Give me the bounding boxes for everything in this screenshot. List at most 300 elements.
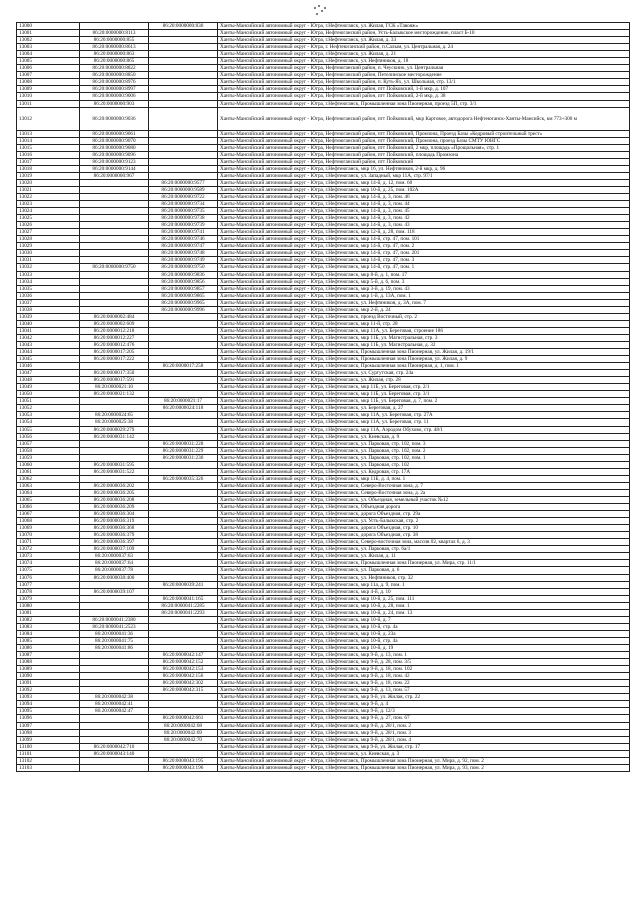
premises-cadastral-number-cell: 86:20:0000000:9746	[149, 236, 218, 243]
table-row	[17, 715, 630, 722]
cadastral-number-cell	[80, 440, 149, 447]
table-row	[17, 349, 630, 356]
premises-cadastral-number-cell: 86:20:0000000:9750	[149, 264, 218, 271]
table-row	[17, 208, 630, 215]
premises-cadastral-number-cell	[149, 743, 218, 750]
cadastral-number-cell: 86:20:0000017:222	[80, 356, 149, 363]
table-row	[17, 757, 630, 764]
cadastral-number-cell	[80, 271, 149, 278]
row-number-cell: 13034	[17, 278, 80, 285]
row-number-cell: 13044	[17, 349, 80, 356]
table-row	[17, 602, 630, 609]
table-row	[17, 72, 630, 79]
premises-cadastral-number-cell	[149, 320, 218, 327]
cadastral-number-cell	[80, 595, 149, 602]
cadastral-number-cell	[80, 447, 149, 454]
address-cell: Ханты-Мансийский автономный округ - Югра, Нефтеюганский район, Петелинское месторождение	[218, 72, 630, 79]
premises-cadastral-number-cell: 86:20:0000000:9857	[149, 285, 218, 292]
row-number-cell: 13102	[17, 757, 80, 764]
row-number-cell: 13076	[17, 574, 80, 581]
row-number-cell: 13042	[17, 334, 80, 341]
row-number-cell: 13051	[17, 398, 80, 405]
cadastral-number-cell: 86:20:0000038:400	[80, 574, 149, 581]
cadastral-number-cell	[80, 454, 149, 461]
cadastral-number-cell	[80, 475, 149, 482]
row-number-cell: 13096	[17, 715, 80, 722]
premises-cadastral-number-cell: 86:20:0000000:9748	[149, 250, 218, 257]
cadastral-number-cell: 86:20:0000036:202	[80, 482, 149, 489]
row-number-cell: 13029	[17, 243, 80, 250]
address-cell: Ханты-Мансийский автономный округ - Югра, г.Нефтеюганск, мкр 9-й, д. 27, пом. 67	[218, 715, 630, 722]
row-number-cell: 13085	[17, 637, 80, 644]
cadastral-number-cell: 86:20:0000036:379	[80, 532, 149, 539]
address-cell: Ханты-Мансийский автономный округ - Югра, г. Нефтеюганский район, п.Салым, ул. Центральная, д. 24	[218, 44, 630, 51]
table-row	[17, 341, 630, 348]
cadastral-number-cell: 86:20:0000039:107	[80, 588, 149, 595]
cadastral-number-cell: 86:20:0000000:9096	[80, 151, 149, 158]
premises-cadastral-number-cell: 86:20:0000000:9734	[149, 201, 218, 208]
cadastral-number-cell: 86:20:0000041:2380	[80, 616, 149, 623]
address-cell: Ханты-Мансийский автономный округ - Югра, г.Нефтеюганск, мкр 16, ул. Нефтяников, 2-й мкр, д. 96	[218, 165, 630, 172]
table-row	[17, 250, 630, 257]
table-row	[17, 130, 630, 137]
table-row	[17, 743, 630, 750]
address-cell: Ханты-Мансийский автономный округ - Югра, г.Нефтеюганск, мкр 11Б, ул. Береговая, стр. 3/1	[218, 391, 630, 398]
table-row	[17, 144, 630, 151]
table-row	[17, 271, 630, 278]
premises-cadastral-number-cell	[149, 426, 218, 433]
address-cell: Ханты-Мансийский автономный округ - Югра, г.Нефтеюганск, мкр 10-й, д. 23а	[218, 630, 630, 637]
row-number-cell: 13065	[17, 497, 80, 504]
cadastral-number-cell: 86:20:0000036:209	[80, 504, 149, 511]
row-number-cell: 13103	[17, 764, 80, 771]
cadastral-number-cell: 86:20:0000017:205	[80, 349, 149, 356]
address-cell: Ханты-Мансийский автономный округ - Югра, Нефтеюганский район, пгт Пойковский, 1-й мкр, д. 107	[218, 86, 630, 93]
cadastral-number-cell: 86:20:0000037:63	[80, 553, 149, 560]
row-number-cell: 13025	[17, 215, 80, 222]
cadastral-number-cell	[80, 208, 149, 215]
register-table	[16, 22, 630, 772]
row-number-cell: 13020	[17, 179, 80, 186]
premises-cadastral-number-cell: 86:20:0000042:661	[149, 715, 218, 722]
table-row	[17, 264, 630, 271]
cadastral-number-cell	[80, 222, 149, 229]
premises-cadastral-number-cell	[149, 644, 218, 651]
address-cell: Ханты-Мансийский автономный округ - Югра, г.Нефтеюганск, ул. Жилая, ГСК «Тавояж»	[218, 23, 630, 30]
address-cell: Ханты-Мансийский автономный округ - Югра, г.Нефтеюганск, Промышленная зона Пионерная, ул. Мира, д. 93, пом. 2	[218, 764, 630, 771]
premises-cadastral-number-cell	[149, 370, 218, 377]
row-number-cell: 13088	[17, 659, 80, 666]
premises-cadastral-number-cell	[149, 144, 218, 151]
cadastral-number-cell	[80, 729, 149, 736]
row-number-cell: 13047	[17, 370, 80, 377]
table-row	[17, 137, 630, 144]
address-cell: Ханты-Мансийский автономный округ - Югра, г.Нефтеюганск, мкр 9-й, д. 28, пом. 3/5	[218, 659, 630, 666]
premises-cadastral-number-cell	[149, 93, 218, 100]
address-cell: Ханты-Мансийский автономный округ - Югра, г.Нефтеюганск, Объездная дорога	[218, 504, 630, 511]
table-row	[17, 433, 630, 440]
address-cell: Ханты-Мансийский автономный округ - Югра, г.Нефтеюганск, ул. Западный, мкр 11А, стр. 97/1	[218, 172, 630, 179]
cadastral-number-cell: 86:20:0000036:368	[80, 525, 149, 532]
address-cell: Ханты-Мансийский автономный округ - Югра, г.Нефтеюганск, мкр 11а, д. 9, пом. 1	[218, 581, 630, 588]
table-row	[17, 215, 630, 222]
premises-cadastral-number-cell	[149, 58, 218, 65]
row-number-cell: 13027	[17, 229, 80, 236]
address-cell: Ханты-Мансийский автономный округ - Югра, г.Нефтеюганск, мкр 9-й, д. 4	[218, 701, 630, 708]
row-number-cell: 13016	[17, 151, 80, 158]
address-cell: Ханты-Мансийский автономный округ - Югра, г.Нефтеюганск, мкр 14-й, д. 12, пом. 60	[218, 179, 630, 186]
row-number-cell: 13005	[17, 58, 80, 65]
table-row	[17, 51, 630, 58]
premises-cadastral-number-cell	[149, 497, 218, 504]
premises-cadastral-number-cell	[149, 165, 218, 172]
row-number-cell: 13080	[17, 602, 80, 609]
cadastral-number-cell: 86:20:0000037:109	[80, 546, 149, 553]
row-number-cell: 13000	[17, 23, 80, 30]
row-number-cell: 13090	[17, 673, 80, 680]
address-cell: Ханты-Мансийский автономный округ - Югра, г.Нефтеюганск, мкр 2-й, д. 24	[218, 306, 630, 313]
premises-cadastral-number-cell	[149, 349, 218, 356]
table-row	[17, 363, 630, 370]
row-number-cell: 13009	[17, 86, 80, 93]
table-row	[17, 687, 630, 694]
cadastral-number-cell: 86:20:0000000:9006	[80, 93, 149, 100]
table-row	[17, 384, 630, 391]
cadastral-number-cell	[80, 609, 149, 616]
cadastral-number-cell: 86:20:0000031:142	[80, 433, 149, 440]
cadastral-number-cell: 86:20:0000037:78	[80, 567, 149, 574]
row-number-cell: 13055	[17, 426, 80, 433]
table-row	[17, 398, 630, 405]
table-row	[17, 673, 630, 680]
cadastral-number-cell: 86:20:0000000:9070	[80, 137, 149, 144]
cadastral-number-cell: 86:20:0000012:218	[80, 327, 149, 334]
address-cell: Ханты-Мансийский автономный округ - Югра, г.Нефтеюганск, мкр 14-й, д. 3, пом. 46	[218, 193, 630, 200]
table-row	[17, 292, 630, 299]
address-cell: Ханты-Мансийский автономный округ - Югра, г.Нефтеюганск, ул. Парковая, стр. 102, пом. 2	[218, 447, 630, 454]
cadastral-number-cell: 86:20:0000002:484	[80, 313, 149, 320]
table-row	[17, 616, 630, 623]
row-number-cell: 13064	[17, 489, 80, 496]
row-number-cell: 13074	[17, 560, 80, 567]
row-number-cell: 13033	[17, 271, 80, 278]
address-cell: Ханты-Мансийский автономный округ - Югра, г.Нефтеюганск, ул. Жилая, д. 11	[218, 553, 630, 560]
address-cell: Ханты-Мансийский автономный округ - Югра, г.Нефтеюганск, ул. Жилая, стр. 28	[218, 377, 630, 384]
premises-cadastral-number-cell	[149, 391, 218, 398]
cadastral-number-cell: 86:20:0000012:476	[80, 341, 149, 348]
cadastral-number-cell: 86:20:0000042:710	[80, 743, 149, 750]
row-number-cell: 13040	[17, 320, 80, 327]
table-row	[17, 107, 630, 130]
table-row	[17, 79, 630, 86]
premises-cadastral-number-cell: 86:20:0000021:17	[149, 398, 218, 405]
table-row	[17, 257, 630, 264]
premises-cadastral-number-cell: 86:20:0000042:302	[149, 680, 218, 687]
row-number-cell: 13030	[17, 250, 80, 257]
cadastral-number-cell: 86:20:0000000:8997	[80, 86, 149, 93]
cadastral-number-cell	[80, 722, 149, 729]
address-cell: Ханты-Мансийский автономный округ - Югра, г.Нефтеюганск, мкр 14-й, стр. 47, пом. 2	[218, 243, 630, 250]
cadastral-number-cell: 86:20:0000002:609	[80, 320, 149, 327]
row-number-cell: 13069	[17, 525, 80, 532]
row-number-cell: 13098	[17, 729, 80, 736]
table-row	[17, 680, 630, 687]
table-row	[17, 560, 630, 567]
table-row	[17, 750, 630, 757]
table-row	[17, 581, 630, 588]
table-row	[17, 158, 630, 165]
row-number-cell: 13038	[17, 306, 80, 313]
premises-cadastral-number-cell: 86:20:0000031:228	[149, 440, 218, 447]
premises-cadastral-number-cell	[149, 334, 218, 341]
address-cell: Ханты-Мансийский автономный округ - Югра, г.Нефтеюганск, дорога Объездная, стр. 10	[218, 525, 630, 532]
row-number-cell: 13022	[17, 193, 80, 200]
table-row	[17, 391, 630, 398]
premises-cadastral-number-cell	[149, 623, 218, 630]
table-row	[17, 736, 630, 743]
address-cell: Ханты-Мансийский автономный округ - Югра, Нефтеюганский район, пгт Пойковский, Промзона, проезд Базы СМТУ ЮНГС	[218, 137, 630, 144]
address-cell: Ханты-Мансийский автономный округ - Югра, г.Нефтеюганск, мкр 5-й, д. 6, пом. 3	[218, 278, 630, 285]
row-number-cell: 13083	[17, 623, 80, 630]
premises-cadastral-number-cell	[149, 525, 218, 532]
address-cell: Ханты-Мансийский автономный округ - Югра, г.Нефтеюганск, дорога Объездная, стр. 38	[218, 532, 630, 539]
table-row	[17, 609, 630, 616]
row-number-cell: 13046	[17, 363, 80, 370]
premises-cadastral-number-cell: 86:20:0000017:258	[149, 363, 218, 370]
row-number-cell: 13004	[17, 51, 80, 58]
cadastral-number-cell	[80, 278, 149, 285]
cadastral-number-cell	[80, 659, 149, 666]
premises-cadastral-number-cell: 86:20:0000035:326	[149, 475, 218, 482]
cadastral-number-cell	[80, 736, 149, 743]
row-number-cell: 13073	[17, 553, 80, 560]
premises-cadastral-number-cell: 86:20:0000000:9865	[149, 292, 218, 299]
table-row	[17, 497, 630, 504]
premises-cadastral-number-cell: 86:20:0000000:9739	[149, 222, 218, 229]
address-cell: Ханты-Мансийский автономный округ - Югра, г.Нефтеюганск, мкр 3-й, д. 19, пом. 43	[218, 285, 630, 292]
cadastral-number-cell: 86:20:0000024:65	[80, 412, 149, 419]
premises-cadastral-number-cell	[149, 701, 218, 708]
row-number-cell: 13039	[17, 313, 80, 320]
row-number-cell: 13068	[17, 518, 80, 525]
address-cell: Ханты-Мансийский автономный округ - Югра, г.Нефтеюганск, ул. Усть-Балыкская, стр. 2	[218, 518, 630, 525]
premises-cadastral-number-cell	[149, 637, 218, 644]
premises-cadastral-number-cell	[149, 567, 218, 574]
table-row	[17, 179, 630, 186]
address-cell: Ханты-Мансийский автономный округ - Югра, г.Нефтеюганск, мкр 11А, ул. Береговая, стр. 11	[218, 419, 630, 426]
table-row	[17, 475, 630, 482]
premises-cadastral-number-cell: 86:20:0000043:195	[149, 757, 218, 764]
cadastral-number-cell: 86:20:0000036:205	[80, 489, 149, 496]
address-cell: Ханты-Мансийский автономный округ - Югра, г.Нефтеюганск, мкр 10-й, стр. 4а	[218, 623, 630, 630]
table-row	[17, 201, 630, 208]
address-cell: Ханты-Мансийский автономный округ - Югра, г.Нефтеюганск, ул. Жилая, д. 21	[218, 51, 630, 58]
cadastral-number-cell	[80, 581, 149, 588]
row-number-cell: 13100	[17, 743, 80, 750]
address-cell: Ханты-Мансийский автономный округ - Югра, г.Нефтеюганск, мкр 14-й, д. 3, пом. 42	[218, 215, 630, 222]
premises-cadastral-number-cell	[149, 546, 218, 553]
address-cell: Ханты-Мансийский автономный округ - Югра, г.Нефтеюганск, мкр 14-й, стр. 47, пом. 101	[218, 236, 630, 243]
premises-cadastral-number-cell	[149, 532, 218, 539]
address-cell: Ханты-Мансийский автономный округ - Югра, Нефтеюганский район, п. Чеускино, ул. Центральная	[218, 65, 630, 72]
table-row	[17, 504, 630, 511]
premises-cadastral-number-cell	[149, 86, 218, 93]
table-row	[17, 447, 630, 454]
cadastral-number-cell: 86:20:0000037:64	[80, 560, 149, 567]
table-row	[17, 623, 630, 630]
premises-cadastral-number-cell: 86:20:0000042:315	[149, 687, 218, 694]
address-cell: Ханты-Мансийский автономный округ - Югра, г.Нефтеюганск, мкр 14-й, д. 3, пом. 43	[218, 222, 630, 229]
table-row	[17, 482, 630, 489]
table-row	[17, 370, 630, 377]
cadastral-number-cell: 86:20:0000043:140	[80, 750, 149, 757]
table-row	[17, 426, 630, 433]
table-row	[17, 334, 630, 341]
address-cell: Ханты-Мансийский автономный округ - Югра, г.Нефтеюганск, мкр 4-й, д. 10	[218, 588, 630, 595]
premises-cadastral-number-cell: 86:20:0000039:241	[149, 581, 218, 588]
cadastral-number-cell	[80, 250, 149, 257]
premises-cadastral-number-cell	[149, 694, 218, 701]
table-row	[17, 708, 630, 715]
address-cell: Ханты-Мансийский автономный округ - Югра, г.Нефтеюганск, ул. Жилая, д. 33	[218, 37, 630, 44]
cadastral-number-cell	[80, 23, 149, 30]
row-number-cell: 13010	[17, 93, 80, 100]
address-cell: Ханты-Мансийский автономный округ - Югра, г.Нефтеюганск, мкр 9-й, д. 28/1, пом. 3	[218, 729, 630, 736]
address-cell: Ханты-Мансийский автономный округ - Югра, Нефтеюганский район, пгт Пойковский	[218, 158, 630, 165]
address-cell: Ханты-Мансийский автономный округ - Югра, г.Нефтеюганск, мкр 9-й, д. 18, пом. 102	[218, 666, 630, 673]
row-number-cell: 13081	[17, 609, 80, 616]
address-cell: Ханты-Мансийский автономный округ - Югра, г.Нефтеюганск, ул. Сургутская, стр. 24а	[218, 370, 630, 377]
row-number-cell: 13099	[17, 736, 80, 743]
cadastral-number-cell: 86:20:0000021:10	[80, 384, 149, 391]
cadastral-number-cell	[80, 243, 149, 250]
table-row	[17, 172, 630, 179]
premises-cadastral-number-cell: 86:20:0000000:830	[149, 23, 218, 30]
row-number-cell: 13045	[17, 356, 80, 363]
table-row	[17, 553, 630, 560]
table-row	[17, 285, 630, 292]
table-row	[17, 23, 630, 30]
premises-cadastral-number-cell: 86:20:0000000:9741	[149, 229, 218, 236]
row-number-cell: 13018	[17, 165, 80, 172]
table-row	[17, 377, 630, 384]
address-cell: Ханты-Мансийский автономный округ - Югра, г.Нефтеюганск, мкр 12-й, д. 28, пом. 118	[218, 229, 630, 236]
cadastral-number-cell: 86:20:0000000:865	[80, 58, 149, 65]
row-number-cell: 13075	[17, 567, 80, 574]
table-row	[17, 532, 630, 539]
address-cell: Ханты-Мансийский автономный округ - Югра, г.Нефтеюганск, ул. Объездная, земельный участок №12	[218, 497, 630, 504]
cadastral-number-cell: 86:20:0000000:967	[80, 172, 149, 179]
address-cell: Ханты-Мансийский автономный округ - Югра, г.Нефтеюганск, Промышленная зона Пионерная, ул. Мира, д. 92, пом. 2	[218, 757, 630, 764]
address-cell: Ханты-Мансийский автономный округ - Югра, г.Нефтеюганск, ул. Парковая, д. 6	[218, 567, 630, 574]
address-cell: Ханты-Мансийский автономный округ - Югра, г.Нефтеюганск, Промышленная зона Пионерная, д. 1, пом. 1	[218, 363, 630, 370]
address-cell: Ханты-Мансийский автономный округ - Югра, г.Нефтеюганск, Северо-Восточная зона, д. 2а	[218, 489, 630, 496]
table-row	[17, 729, 630, 736]
cadastral-number-cell	[80, 687, 149, 694]
table-row	[17, 278, 630, 285]
row-number-cell: 13048	[17, 377, 80, 384]
premises-cadastral-number-cell	[149, 419, 218, 426]
cadastral-number-cell	[80, 757, 149, 764]
premises-cadastral-number-cell: 86:20:0000000:9747	[149, 243, 218, 250]
row-number-cell: 13054	[17, 419, 80, 426]
cadastral-number-cell	[80, 715, 149, 722]
cadastral-number-cell: 86:20:0000041:86	[80, 644, 149, 651]
address-cell: Ханты-Мансийский автономный округ - Югра, г.Нефтеюганск, мкр 11А, ул. Береговая, строение 186	[218, 327, 630, 334]
address-cell: Ханты-Мансийский автономный округ - Югра, г.Нефтеюганск, проезд Восточный, стр. 2	[218, 313, 630, 320]
row-number-cell: 13019	[17, 172, 80, 179]
premises-cadastral-number-cell	[149, 313, 218, 320]
row-number-cell: 13084	[17, 630, 80, 637]
row-number-cell: 13007	[17, 72, 80, 79]
row-number-cell: 13086	[17, 644, 80, 651]
premises-cadastral-number-cell	[149, 44, 218, 51]
premises-cadastral-number-cell	[149, 553, 218, 560]
row-number-cell: 13078	[17, 588, 80, 595]
table-row	[17, 546, 630, 553]
address-cell: Ханты-Мансийский автономный округ - Югра, г.Нефтеюганск, ул. Нефтяников, д. 3А, пом. 7	[218, 299, 630, 306]
table-row	[17, 58, 630, 65]
table-row	[17, 93, 630, 100]
address-cell: Ханты-Мансийский автономный округ - Югра, г.Нефтеюганск, мкр 14-й, д. 3, пом. 44	[218, 201, 630, 208]
row-number-cell: 13070	[17, 532, 80, 539]
row-number-cell: 13011	[17, 100, 80, 107]
address-cell: Ханты-Мансийский автономный округ - Югра, Нефтеюганский район, п. Куть-Ях, ул. Школьная, стр. 13/1	[218, 79, 630, 86]
address-cell: Ханты-Мансийский автономный округ - Югра, г.Нефтеюганск, мкр 10-й, д. 28, пом. 1	[218, 602, 630, 609]
address-cell: Ханты-Мансийский автономный округ - Югра, Нефтеюганский район, пгт Пойковский, 2-й мкр, д. 38	[218, 93, 630, 100]
row-number-cell: 13067	[17, 511, 80, 518]
row-number-cell: 13028	[17, 236, 80, 243]
cadastral-number-cell: 86:20:0000036:319	[80, 518, 149, 525]
address-cell: Ханты-Мансийский автономный округ - Югра, г.Нефтеюганск, ул. Киевская, д. 9	[218, 433, 630, 440]
premises-cadastral-number-cell: 86:20:0000042:153	[149, 666, 218, 673]
premises-cadastral-number-cell	[149, 37, 218, 44]
cadastral-number-cell	[80, 602, 149, 609]
cadastral-number-cell: 86:20:0000041:75	[80, 637, 149, 644]
cadastral-number-cell	[80, 299, 149, 306]
row-number-cell: 13021	[17, 186, 80, 193]
table-row	[17, 567, 630, 574]
cadastral-number-cell: 86:20:0000036:304	[80, 511, 149, 518]
premises-cadastral-number-cell: 86:20:0000031:230	[149, 454, 218, 461]
address-cell: Ханты-Мансийский автономный округ - Югра, г.Нефтеюганск, мкр 9-й, д. 28/1, пом. 2	[218, 722, 630, 729]
row-number-cell: 13058	[17, 447, 80, 454]
row-number-cell: 13006	[17, 65, 80, 72]
row-number-cell: 13015	[17, 144, 80, 151]
cadastral-number-cell	[80, 229, 149, 236]
premises-cadastral-number-cell	[149, 158, 218, 165]
cadastral-number-cell	[80, 193, 149, 200]
address-cell: Ханты-Мансийский автономный округ - Югра, г.Нефтеюганск, ул. Береговая, д. 27	[218, 405, 630, 412]
cadastral-number-cell: 86:20:0000031:595	[80, 461, 149, 468]
address-cell: Ханты-Мансийский автономный округ - Югра, Нефтеюганский район, Усть-Балыкское месторождение, пласт Б-10	[218, 30, 630, 37]
cadastral-number-cell	[80, 363, 149, 370]
address-cell: Ханты-Мансийский автономный округ - Югра, г.Нефтеюганск, мкр 9-й, д. 28/1, пом. 4	[218, 736, 630, 743]
row-number-cell: 13077	[17, 581, 80, 588]
table-row	[17, 222, 630, 229]
address-cell: Ханты-Мансийский автономный округ - Югра, г.Нефтеюганск, мкр 9-й, д. 13, пом. 1	[218, 652, 630, 659]
address-cell: Ханты-Мансийский автономный округ - Югра, г.Нефтеюганск, мкр 14-й, стр. 47, пом. 1	[218, 264, 630, 271]
premises-cadastral-number-cell: 86:20:0000041:165	[149, 595, 218, 602]
cadastral-number-cell	[80, 292, 149, 299]
table-row	[17, 637, 630, 644]
address-cell: Ханты-Мансийский автономный округ - Югра, г.Нефтеюганск, мкр 11Б, ул. Магистральная, д. 32	[218, 341, 630, 348]
address-cell: Ханты-Мансийский автономный округ - Югра, г.Нефтеюганск, ул. Кедровая, стр. 17А	[218, 468, 630, 475]
address-cell: Ханты-Мансийский автономный округ - Югра, Нефтеюганский район, пгт Пойковский, 2 мкр, площадь «Прощальная», стр. 1	[218, 144, 630, 151]
address-cell: Ханты-Мансийский автономный округ - Югра, г.Нефтеюганск, мкр 8-й, д. 1, пом. 17	[218, 271, 630, 278]
cadastral-number-cell: 86:20:0000000:863	[80, 51, 149, 58]
cadastral-number-cell: 86:20:0000000:8976	[80, 79, 149, 86]
